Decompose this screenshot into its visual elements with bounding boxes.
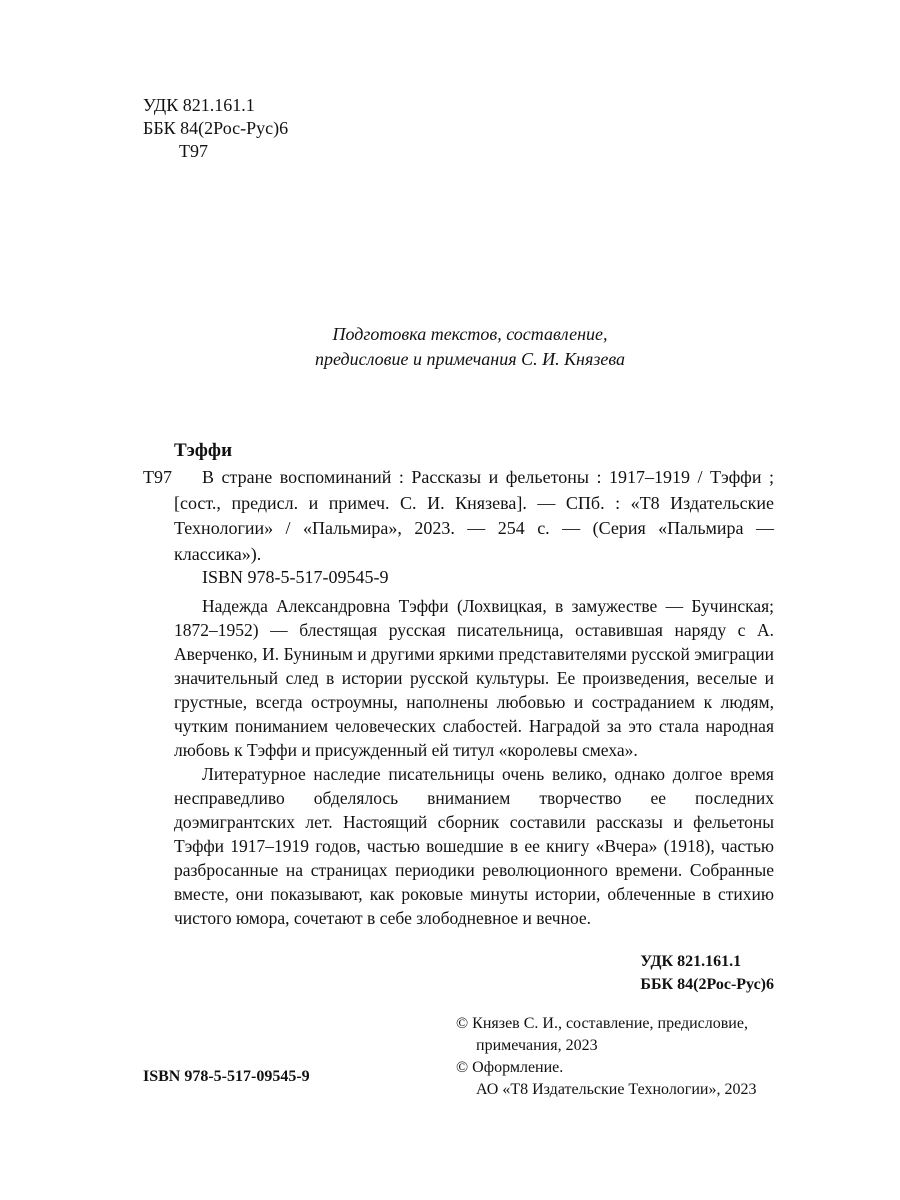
classification-codes-bottom (640, 950, 774, 996)
isbn-bottom: ISBN 978-5-517-09545-9 (143, 1068, 310, 1085)
copyright-block (456, 1013, 776, 1101)
annotation (174, 594, 774, 930)
copyright-line-2: примечания, 2023 (476, 1037, 598, 1054)
classification-codes-top (143, 94, 288, 163)
bbk-code: ББК 84(2Рос-Рус)6 (143, 118, 289, 138)
author-mark: Т97 (179, 141, 208, 161)
bbk-code-bottom: ББК 84(2Рос-Рус)6 (640, 976, 774, 993)
copyright-line-1: © Князев С. И., составление, предисловие, (456, 1015, 748, 1032)
bibliographic-author: Тэффи (174, 440, 233, 461)
bibliographic-text: В стране воспоминаний : Рассказы и фельетоны : 1917–1919 / Тэффи ; [сост., предисл. и примеч. С. И. Князева]. — СПб. : «Т8 Издательские Технологии» / «Пальмира», 2023. — 254 с. — (Серия «Пальмира — классика»). (174, 467, 774, 564)
preparation-credits (230, 322, 710, 372)
annotation-paragraph-2: Литературное наследие писательницы очень велико, однако долгое время несправедливо обделялось вниманием творчество ее последних доэмигрантских лет. Настоящий сборник составили рассказы и фельетоны Тэффи 1917–1919 годов, частью вошедшие в ее книгу «Вчера» (1918), частью разбросанные на страницах периодики революционного времени. Собранные вместе, они показывают, как роковые минуты истории, облеченные в стихию чистого юмора, сочетают в себе злободневное и вечное. (174, 764, 774, 928)
udk-code-bottom: УДК 821.161.1 (640, 953, 742, 970)
bibliographic-description (174, 465, 774, 567)
annotation-paragraph-1: Надежда Александровна Тэффи (Лохвицкая, в замужестве — Бучинская; 1872–1952) — блестящая русская писательница, оставившая наряду с А. Аверченко, И. Буниным и другими яркими представителями русской эмиграции значительный след в истории русской культуры. Ее произведения, веселые и грустные, всегда остроумны, наполнены любовью и состраданием к людям, чутким пониманием человеческих слабостей. Наградой за это стала народная любовь к Тэффи и присужденный ей титул «королевы смеха». (174, 596, 774, 760)
copyright-line-4: АО «Т8 Издательские Технологии», 2023 (476, 1081, 757, 1098)
preparation-line-1: Подготовка текстов, составление, (332, 324, 608, 344)
copyright-line-3: © Оформление. (456, 1059, 564, 1076)
udk-code: УДК 821.161.1 (143, 95, 255, 115)
bibliographic-isbn: ISBN 978-5-517-09545-9 (202, 567, 389, 587)
preparation-line-2: предисловие и примечания С. И. Князева (314, 349, 626, 369)
bibliographic-author-mark: Т97 (143, 467, 172, 487)
